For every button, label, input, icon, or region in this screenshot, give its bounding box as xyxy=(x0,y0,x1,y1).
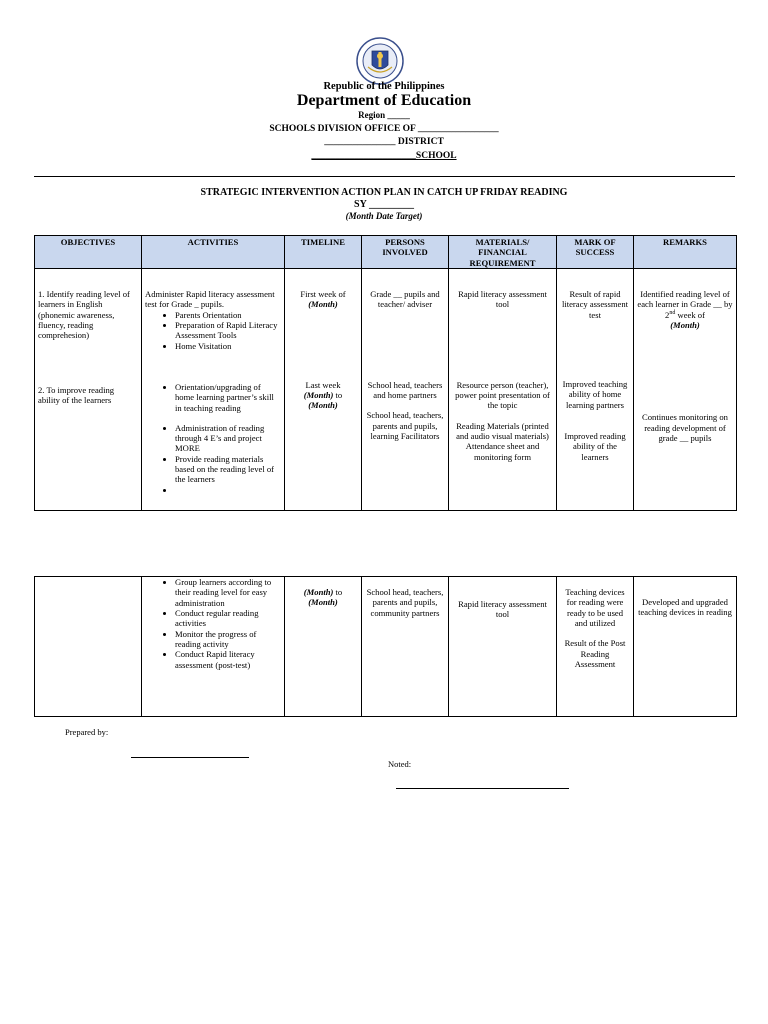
materials-cell xyxy=(449,269,557,511)
activity-list-1 xyxy=(145,310,281,351)
school-line: ______________________SCHOOL xyxy=(311,151,457,161)
remarks-cell xyxy=(634,269,737,511)
district-line: _______________ DISTRICT xyxy=(324,137,444,147)
timeline-1-month: (Month) xyxy=(308,299,338,310)
prepared-by-signature-line xyxy=(131,757,249,758)
list-item: • Home Visitation xyxy=(175,341,281,351)
materials-cell xyxy=(449,577,557,717)
activities-cell xyxy=(142,269,285,511)
month-date-target: (Month Date Target) xyxy=(345,211,423,221)
success-3a: Teaching devices for reading were ready to be used and utilized xyxy=(565,587,625,628)
success-2a: Improved teaching ability of home learning partners xyxy=(562,378,628,410)
remarks-3: Developed and upgraded teaching devices in reading xyxy=(638,597,732,618)
action-plan-table-continued xyxy=(34,576,737,717)
plan-title: STRATEGIC INTERVENTION ACTION PLAN IN CATCH UP FRIDAY READING xyxy=(200,187,568,198)
materials-1: Rapid literacy assessment tool xyxy=(458,289,547,310)
list-item xyxy=(175,485,281,495)
list-item: • Parents Orientation xyxy=(175,310,281,320)
list-item: • Group learners according to their reading level for easy administration xyxy=(175,577,281,608)
col-header-persons: PERSONS INVOLVED xyxy=(362,236,449,269)
remarks-1 xyxy=(637,289,733,330)
persons-2a: School head, teachers and home partners xyxy=(367,379,443,400)
success-cell xyxy=(557,577,634,717)
success-2b: Improved reading ability of the learners xyxy=(564,430,626,462)
timeline-cell xyxy=(285,577,362,717)
noted-signature-line xyxy=(396,788,569,789)
action-plan-table xyxy=(34,235,737,511)
persons-cell xyxy=(362,577,449,717)
materials-2a: Resource person (teacher), power point presentation of the topic xyxy=(455,379,550,411)
list-item: • Orientation/upgrading of home learning partner’s skill in teaching reading xyxy=(175,382,281,413)
objectives-cell xyxy=(35,577,142,717)
prepared-by-label: Prepared by: xyxy=(65,727,109,737)
timeline-2-month-end: (Month) xyxy=(308,400,338,411)
school-year: SY _________ xyxy=(354,199,414,210)
success-3b: Result of the Post Reading Assessment xyxy=(564,638,626,669)
timeline-2 xyxy=(288,380,358,411)
col-header-timeline: TIMELINE xyxy=(285,236,362,269)
col-header-remarks: REMARKS xyxy=(634,236,737,269)
deped-seal-icon xyxy=(356,37,404,85)
persons-cell xyxy=(362,269,449,511)
timeline-cell xyxy=(285,269,362,511)
col-header-activities: ACTIVITIES xyxy=(142,236,285,269)
list-item: • Monitor the progress of reading activity xyxy=(175,629,281,650)
remarks-1-month: (Month) xyxy=(670,319,700,330)
list-item: • Provide reading materials based on the reading level of the learners xyxy=(175,454,281,485)
header-divider xyxy=(34,176,735,177)
timeline-3-month-end: (Month) xyxy=(308,597,338,608)
activity-list-2 xyxy=(145,382,281,495)
department-title: Department of Education xyxy=(296,92,472,109)
col-header-success: MARK OF SUCCESS xyxy=(557,236,634,269)
list-item: • Conduct regular reading activities xyxy=(175,608,281,629)
remarks-1-text: Identified reading level of each learner in Grade __ by 2 xyxy=(637,289,733,320)
timeline-1 xyxy=(288,289,358,310)
timeline-2-month-start: (Month) xyxy=(303,389,334,400)
activities-cell xyxy=(142,577,285,717)
list-item: • Preparation of Rapid Literacy Assessment Tools xyxy=(175,320,281,341)
remarks-2: Continues monitoring on reading development of grade __ pupils xyxy=(642,412,728,443)
republic-label: Republic of the Philippines xyxy=(323,81,445,92)
list-item: • Conduct Rapid literacy assessment (post-test) xyxy=(175,649,281,670)
table-header-row xyxy=(35,236,737,269)
col-header-materials: MATERIALS/ FINANCIAL REQUIREMENT xyxy=(449,236,557,269)
timeline-2-text: Last week xyxy=(305,379,341,390)
objective-1: 1. Identify reading level of learners in English (phonemic awareness, fluency, reading comprehesion) xyxy=(38,289,130,341)
materials-3: Rapid literacy assessment tool xyxy=(458,599,547,620)
col-header-objectives: OBJECTIVES xyxy=(35,236,142,269)
persons-2b: School head, teachers, parents and pupils, learning Facilitators xyxy=(366,410,444,441)
objectives-cell xyxy=(35,269,142,511)
activity-list-3 xyxy=(145,577,281,670)
noted-label: Noted: xyxy=(388,759,412,769)
remarks-1-sup: nd xyxy=(669,309,676,316)
remarks-1-week: week of xyxy=(675,309,705,320)
materials-2c: Attendance sheet and monitoring form xyxy=(465,441,540,462)
table-row xyxy=(35,269,737,511)
division-office-line: SCHOOLS DIVISION OFFICE OF _________________ xyxy=(269,124,499,134)
timeline-3-month-start: (Month) xyxy=(303,587,334,597)
persons-1: Grade __ pupils and teacher/ adviser xyxy=(370,289,440,310)
list-item: • Administration of reading through 4 E’s and project MORE xyxy=(175,423,281,454)
table-row xyxy=(35,577,737,717)
objective-2: 2. To improve reading ability of the learners xyxy=(38,384,115,405)
success-1: Result of rapid literacy assessment test xyxy=(561,289,629,320)
materials-2b: Reading Materials (printed and audio visual materials) xyxy=(456,420,549,441)
activity-intro: Administer Rapid literacy assessment test for Grade _ pupils. xyxy=(145,289,275,310)
persons-3: School head, teachers, parents and pupils, community partners xyxy=(366,587,444,618)
remarks-cell xyxy=(634,577,737,717)
success-cell xyxy=(557,269,634,511)
timeline-2-to: to xyxy=(333,389,343,400)
timeline-3-to: to xyxy=(333,587,343,597)
region-line: Region _____ xyxy=(358,110,410,120)
timeline-1-text: First week of xyxy=(300,289,346,299)
